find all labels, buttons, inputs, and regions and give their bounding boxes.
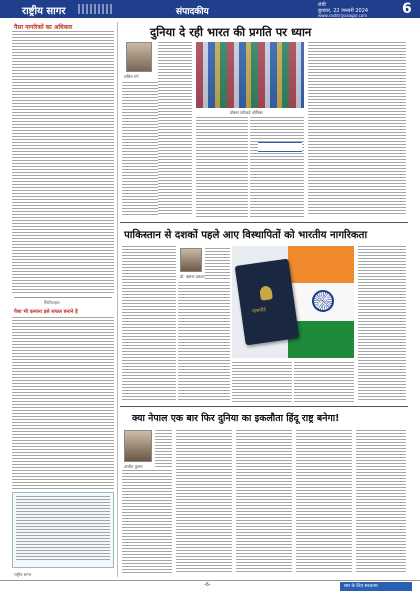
left-divider-icon	[14, 297, 112, 298]
top-article-col-1a	[158, 42, 192, 216]
issue-date: बुधवार, 22 जनवरी 2024	[318, 8, 369, 14]
mid-article-col-1	[122, 246, 176, 402]
page-number: 6	[402, 1, 412, 17]
left-footer-note: राष्ट्रीय सागर	[14, 572, 32, 577]
bottom-article-col-1	[122, 470, 172, 574]
website[interactable]: www.rashtriyasagar.com	[318, 13, 368, 18]
mid-article-col-3	[232, 362, 292, 402]
top-pullquote	[258, 142, 302, 152]
bottom-headline: क्या नेपाल एक बार फिर दुनिया का इकलौता हिंदू राष्ट्र बनेगा!	[132, 413, 340, 424]
city: रांची	[318, 2, 326, 8]
mid-article-col-4	[294, 362, 354, 402]
mid-article-col-2	[178, 282, 230, 402]
bottom-author-photo	[124, 430, 152, 462]
passport-photo	[232, 246, 354, 358]
top-article-col-3	[250, 117, 304, 217]
left-heading-1: पैसा नागरिकों का अधिकार	[14, 24, 73, 31]
left-caption-label: सिटीफाइल	[44, 300, 60, 305]
footer-right-note: सार के लिए सरलतम	[344, 584, 378, 589]
bottom-article-col-4	[296, 430, 352, 574]
bottom-headline-rule	[120, 406, 408, 407]
top-article-col-2	[196, 117, 248, 217]
bottom-article-col-1a	[155, 430, 172, 468]
passport-book-icon	[235, 259, 300, 346]
left-column-text-2	[12, 317, 114, 489]
flag-saffron-stripe	[288, 246, 354, 283]
footer-page-marker: -6-	[204, 582, 211, 588]
flags-photo	[196, 42, 304, 108]
left-imprint-text	[16, 496, 110, 562]
mid-author-caption: डॉ. ऋषभ प्रकाश	[180, 274, 205, 279]
top-article-col-1	[122, 82, 158, 216]
mid-article-col-5	[358, 246, 406, 402]
mid-headline: पाकिस्तान से दशकों पहले आए विस्थापितों को भारतीय नागरिकता	[124, 230, 368, 241]
passport-label: पासपोर्ट	[251, 307, 267, 315]
bottom-article-col-2	[176, 430, 232, 574]
bottom-article-col-3	[236, 430, 292, 574]
left-column-rule	[117, 22, 118, 577]
top-author-photo	[126, 42, 152, 72]
bottom-author-caption: अजीत कुमार	[124, 464, 143, 469]
mid-article-col-2a	[205, 248, 230, 280]
masthead-ornament	[78, 4, 112, 14]
flag-green-stripe	[288, 321, 354, 358]
bottom-article-col-5	[356, 430, 406, 574]
flags-photo-caption: डॉक्टर फॉरवर्ड ऑफिस	[230, 110, 263, 115]
left-column-text-1	[12, 31, 114, 293]
mid-author-photo	[180, 248, 202, 272]
top-author-caption: ललित गर्ग	[124, 74, 139, 79]
footer-rule	[0, 580, 420, 581]
section-title: संपादकीय	[176, 7, 209, 17]
top-article-col-4	[308, 42, 406, 216]
mid-headline-rule	[120, 222, 408, 223]
paper-name: राष्ट्रीय सागर	[22, 6, 66, 17]
top-headline: दुनिया दे रही भारत की प्रगति पर ध्यान	[150, 25, 312, 39]
left-heading-2: पैसा भी कमाना इसे सफल बनाने है	[14, 309, 78, 315]
ashoka-chakra-icon	[312, 290, 334, 312]
